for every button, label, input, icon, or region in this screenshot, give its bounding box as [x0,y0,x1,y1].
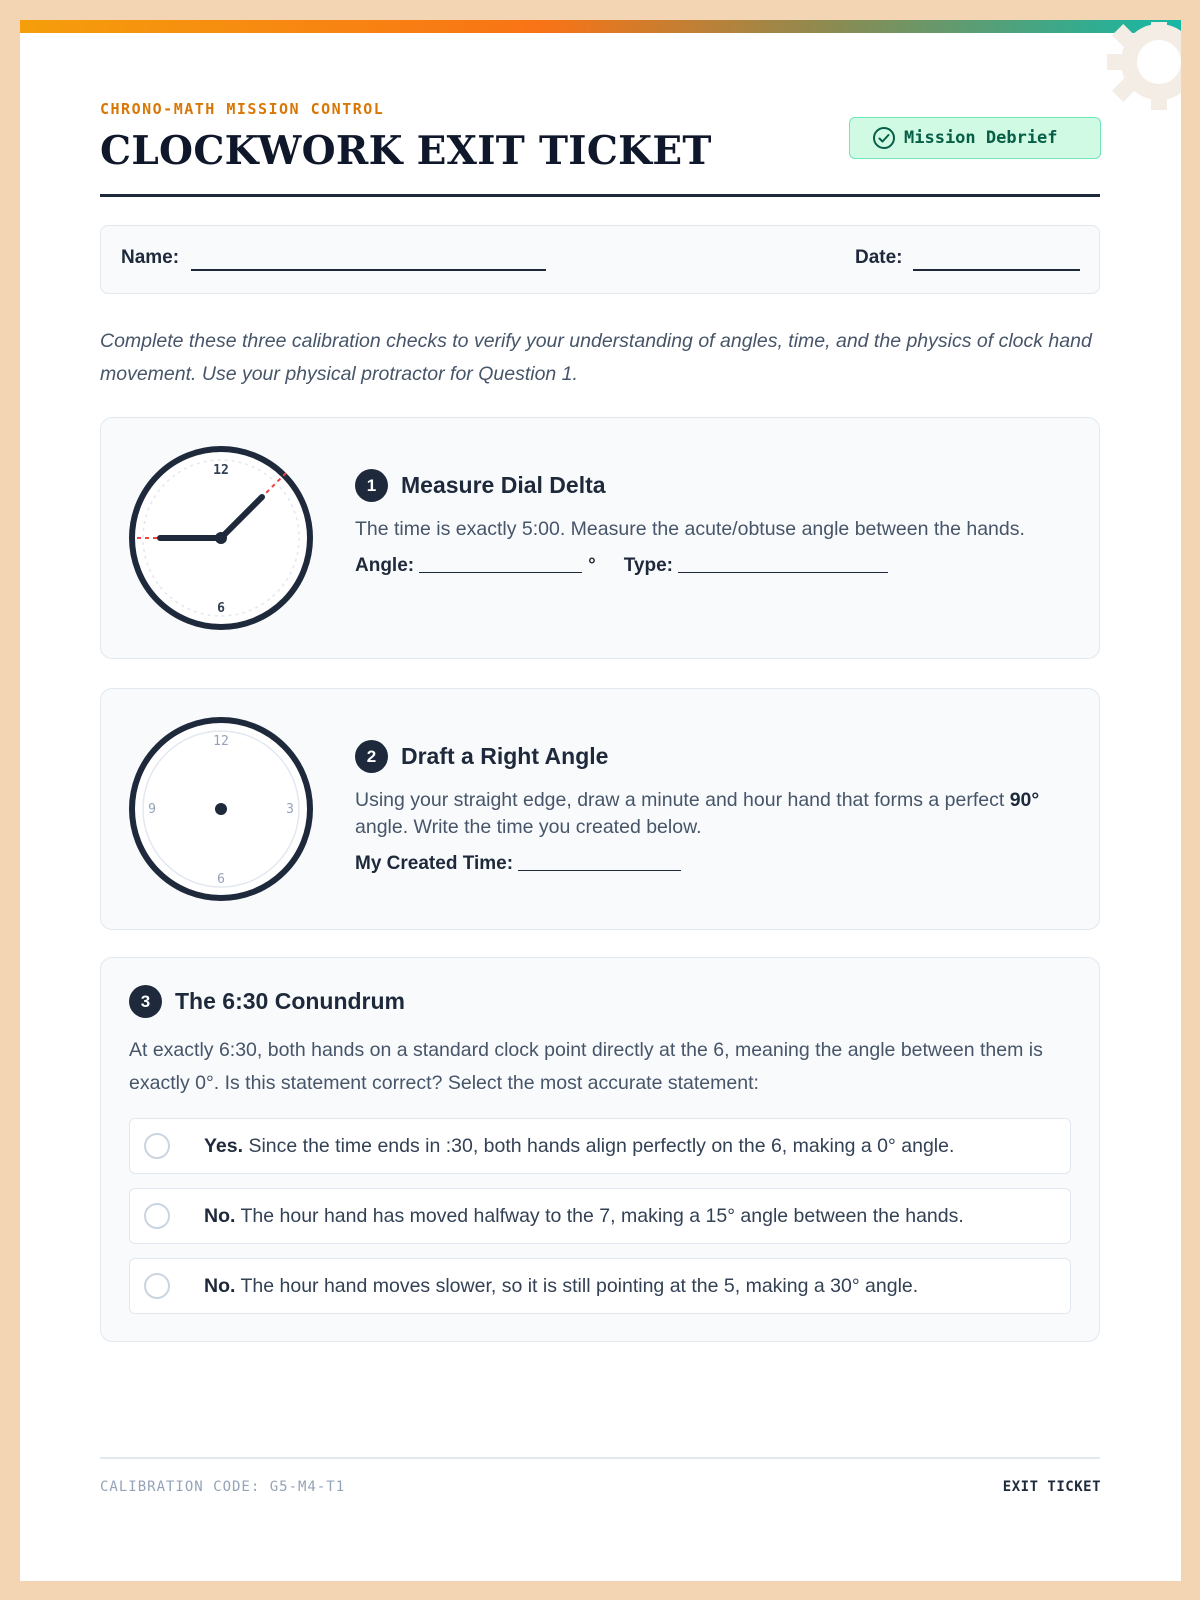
type-input[interactable] [678,572,888,574]
question-title: Draft a Right Angle [401,743,609,769]
clock-label-6: 6 [217,872,225,887]
footer-divider [100,1457,1100,1459]
created-time-input[interactable] [518,870,681,872]
option-text: Yes. Since the time ends in :30, both hands align perfectly on the 6, making a 0° angle. [204,1134,955,1157]
instructions-text: Complete these three calibration checks to verify your understanding of angles, time, and the physics of clock hand movement. Use your physical protractor for Question 1. [100,330,1092,385]
question-number: 3 [129,985,162,1018]
question-card-3 [100,957,1100,1342]
question-card-2 [100,688,1100,930]
mission-debrief-badge [849,117,1101,159]
blank-clock-face [127,715,315,903]
answer-fields [355,555,1075,577]
option-text: No. The hour hand has moved halfway to the 7, making a 15° angle between the hands. [204,1204,964,1227]
gear-icon [1069,22,1181,132]
exit-ticket-tag: EXIT TICKET [1002,1479,1101,1495]
clock-label-12: 12 [213,463,229,478]
clock-face-5-00 [127,444,315,632]
angle-input[interactable] [419,572,582,574]
answer-option-3[interactable] [129,1258,1071,1314]
degree-symbol: ° [588,555,596,576]
check-circle-icon [872,126,896,150]
answer-option-1[interactable] [129,1118,1071,1174]
radio-icon[interactable] [144,1203,170,1229]
student-info-box [100,225,1100,294]
question-number: 2 [355,740,388,773]
question-text: Using your straight edge, draw a minute and hour hand that forms a perfect 90° angle. Write the time you created below. [355,789,1040,838]
clock-label-6: 6 [217,601,225,616]
badge-label: Mission Debrief [904,128,1058,148]
question-1-content [355,469,1075,577]
angle-label: Angle: [355,555,415,576]
radio-icon[interactable] [144,1133,170,1159]
question-card-1 [100,417,1100,659]
answer-fields [355,853,1075,875]
clock-label-12: 12 [213,734,229,749]
date-label: Date: [855,247,903,268]
question-title: Measure Dial Delta [401,472,606,498]
radio-icon[interactable] [144,1273,170,1299]
brand-label: CHRONO-MATH MISSION CONTROL [100,100,385,118]
date-field[interactable] [913,269,1080,271]
option-text: No. The hour hand moves slower, so it is still pointing at the 5, making a 30° angle. [204,1274,919,1297]
worksheet-page [20,20,1181,1581]
question-3-content [129,985,1071,1100]
calibration-code: CALIBRATION CODE: G5-M4-T1 [100,1479,346,1495]
name-label: Name: [121,247,180,268]
header-divider [100,194,1100,197]
answer-option-2[interactable] [129,1188,1071,1244]
top-accent-bar [20,20,1181,33]
question-title: The 6:30 Conundrum [175,988,406,1014]
page-title: CLOCKWORK EXIT TICKET [100,128,712,174]
question-number: 1 [355,469,388,502]
clock-label-3: 3 [286,802,294,817]
question-text: The time is exactly 5:00. Measure the acute/obtuse angle between the hands. [355,518,1025,540]
clock-label-9: 9 [148,802,156,817]
created-time-label: My Created Time: [355,853,514,874]
question-2-content [355,740,1075,875]
clock-center [215,532,227,544]
clock-center [215,803,227,815]
type-label: Type: [623,555,673,576]
name-field[interactable] [191,269,546,271]
question-text: At exactly 6:30, both hands on a standard clock point directly at the 6, meaning the angle between them is exactly 0°. Is this statement correct? Select the most accurate statement: [129,1039,1043,1094]
